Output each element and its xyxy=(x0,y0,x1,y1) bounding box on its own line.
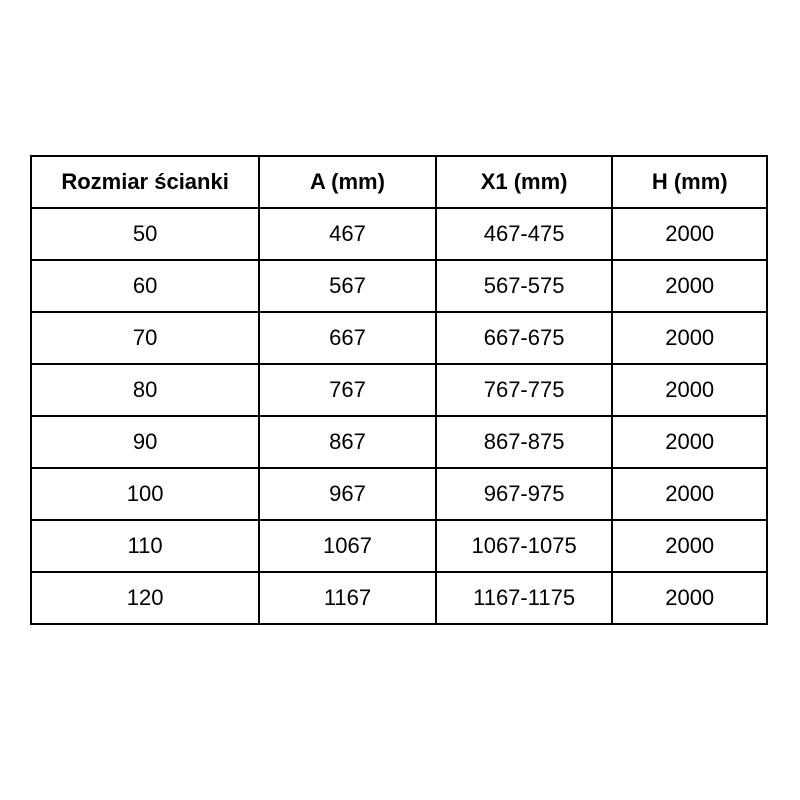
cell-size: 70 xyxy=(31,312,259,364)
cell-h: 2000 xyxy=(612,364,767,416)
cell-size: 50 xyxy=(31,208,259,260)
table-row xyxy=(31,208,767,260)
cell-h: 2000 xyxy=(612,416,767,468)
table-row xyxy=(31,364,767,416)
header-row xyxy=(31,156,767,208)
cell-x1: 1067-1075 xyxy=(436,520,613,572)
cell-h: 2000 xyxy=(612,468,767,520)
cell-h: 2000 xyxy=(612,312,767,364)
table-row xyxy=(31,260,767,312)
cell-size: 120 xyxy=(31,572,259,624)
cell-h: 2000 xyxy=(612,260,767,312)
cell-h: 2000 xyxy=(612,520,767,572)
cell-a: 867 xyxy=(259,416,436,468)
table-row xyxy=(31,416,767,468)
cell-x1: 667-675 xyxy=(436,312,613,364)
cell-a: 967 xyxy=(259,468,436,520)
cell-size: 80 xyxy=(31,364,259,416)
column-header-rozmiar-scianki: Rozmiar ścianki xyxy=(31,156,259,208)
cell-a: 467 xyxy=(259,208,436,260)
cell-x1: 967-975 xyxy=(436,468,613,520)
cell-a: 767 xyxy=(259,364,436,416)
cell-size: 100 xyxy=(31,468,259,520)
cell-x1: 467-475 xyxy=(436,208,613,260)
spec-table-container xyxy=(30,155,768,625)
cell-x1: 767-775 xyxy=(436,364,613,416)
cell-h: 2000 xyxy=(612,208,767,260)
table-row xyxy=(31,468,767,520)
table-row xyxy=(31,572,767,624)
cell-a: 667 xyxy=(259,312,436,364)
column-header-x1-mm: X1 (mm) xyxy=(436,156,613,208)
column-header-h-mm: H (mm) xyxy=(612,156,767,208)
cell-x1: 1167-1175 xyxy=(436,572,613,624)
table-row xyxy=(31,312,767,364)
cell-size: 60 xyxy=(31,260,259,312)
cell-a: 1067 xyxy=(259,520,436,572)
cell-x1: 867-875 xyxy=(436,416,613,468)
cell-size: 90 xyxy=(31,416,259,468)
table-row xyxy=(31,520,767,572)
size-spec-table xyxy=(30,155,768,625)
cell-h: 2000 xyxy=(612,572,767,624)
column-header-a-mm: A (mm) xyxy=(259,156,436,208)
cell-size: 110 xyxy=(31,520,259,572)
cell-x1: 567-575 xyxy=(436,260,613,312)
cell-a: 1167 xyxy=(259,572,436,624)
cell-a: 567 xyxy=(259,260,436,312)
